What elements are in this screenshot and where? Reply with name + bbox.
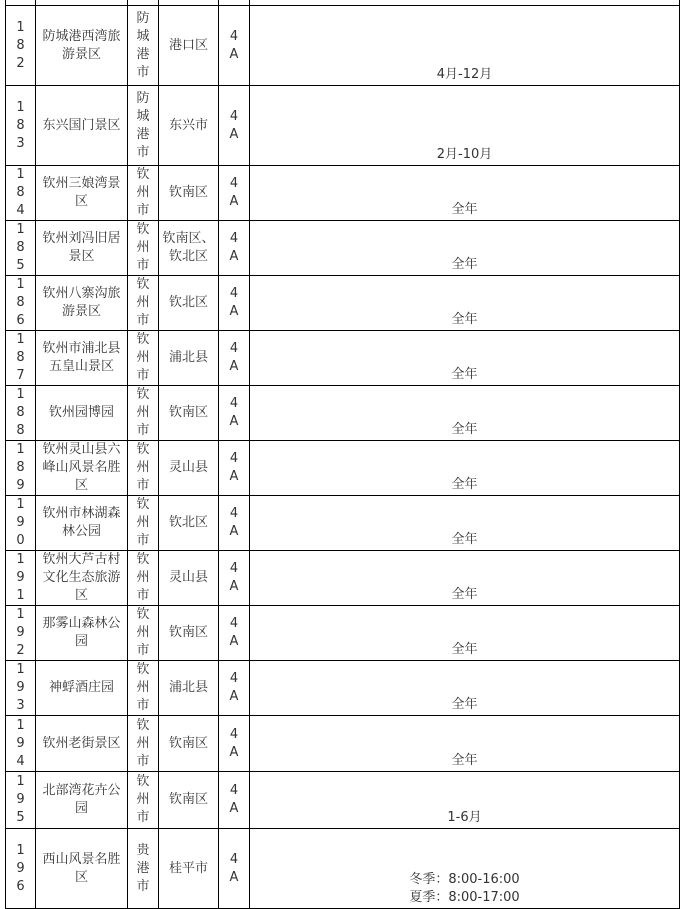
table-row <box>6 86 680 166</box>
open-time-cell <box>250 6 680 86</box>
city-cell <box>128 331 159 386</box>
level-cell-text: 4A <box>229 616 239 649</box>
row-number-cell <box>6 551 36 606</box>
table-row <box>6 606 680 661</box>
table-row <box>6 551 680 606</box>
district-cell-text: 钦南区 <box>168 792 208 807</box>
open-time-text: 全年 <box>451 202 478 217</box>
open-time-text: 全年 <box>451 477 478 492</box>
open-time-text: 冬季：8:00-16:00 <box>409 872 520 887</box>
district-cell <box>159 661 219 716</box>
row-number-cell-text: 196 <box>16 842 25 894</box>
city-cell-text: 钦州市 <box>136 442 150 493</box>
row-number-cell <box>6 441 36 496</box>
district-cell <box>159 496 219 551</box>
open-time-text: 2月-10月 <box>436 147 493 162</box>
scenic-name-cell <box>36 496 128 551</box>
row-number-cell <box>6 772 36 829</box>
row-number-cell <box>6 276 36 331</box>
table-row <box>6 829 680 909</box>
city-cell-text: 钦州市 <box>136 717 150 769</box>
table-body <box>6 0 680 909</box>
district-cell <box>159 716 219 772</box>
open-time-cell <box>250 661 680 716</box>
table-row <box>6 331 680 386</box>
open-time-text: 全年 <box>451 367 478 382</box>
city-cell-text: 钦州市 <box>136 774 150 825</box>
row-number-cell-text: 184 <box>16 167 25 218</box>
open-time-text: 全年 <box>451 257 478 272</box>
district-cell <box>159 6 219 86</box>
table-row <box>6 386 680 441</box>
row-number-cell <box>6 716 36 772</box>
scenic-name-cell <box>36 166 128 221</box>
row-number-cell <box>6 829 36 909</box>
open-time-cell <box>250 221 680 276</box>
level-cell <box>219 606 250 661</box>
scenic-name-cell-text: 防城港西湾旅游景区 <box>42 28 121 62</box>
table-row <box>6 441 680 496</box>
city-cell <box>128 86 159 166</box>
scenic-name-cell-text: 钦州八寨沟旅游景区 <box>42 286 121 319</box>
row-number-cell <box>6 496 36 551</box>
district-cell-text: 钦北区 <box>168 515 208 530</box>
city-cell-text: 钦州市 <box>136 497 150 548</box>
scenic-name-cell-text: 钦州大芦古村文化生态旅游区 <box>42 552 121 603</box>
city-cell-text: 防城港市 <box>136 10 150 80</box>
open-time-cell <box>250 551 680 606</box>
district-cell <box>159 331 219 386</box>
scenic-name-cell-text: 钦州市浦北县五皇山景区 <box>42 341 121 374</box>
row-number-cell-text: 183 <box>16 99 25 151</box>
open-time-cell <box>250 441 680 496</box>
open-time-cell <box>250 331 680 386</box>
scenic-name-cell-text: 钦州三娘湾景区 <box>42 176 121 209</box>
district-cell-text: 钦北区 <box>168 295 208 310</box>
level-cell-text: 4A <box>229 851 239 885</box>
row-number-cell-text: 186 <box>16 277 25 328</box>
level-cell <box>219 276 250 331</box>
open-time-text: 全年 <box>451 422 478 437</box>
scenic-name-cell <box>36 829 128 909</box>
scenic-name-cell <box>36 6 128 86</box>
open-time-cell <box>250 386 680 441</box>
row-number-cell-text: 182 <box>16 19 25 71</box>
table-row <box>6 661 680 716</box>
level-cell <box>219 331 250 386</box>
row-number-cell-text: 190 <box>16 497 25 548</box>
district-cell-text: 钦南区 <box>168 735 208 751</box>
level-cell-text: 4A <box>229 671 239 704</box>
scenic-name-cell <box>36 221 128 276</box>
row-number-cell <box>6 331 36 386</box>
city-cell-text: 钦州市 <box>136 222 150 273</box>
open-time-text: 全年 <box>451 532 478 547</box>
row-number-cell-text: 188 <box>16 387 25 438</box>
city-cell <box>128 386 159 441</box>
open-time-cell <box>250 86 680 166</box>
city-cell-text: 贵港市 <box>136 842 150 894</box>
scenic-spots-table <box>5 0 680 909</box>
row-number-cell <box>6 166 36 221</box>
row-number-cell <box>6 6 36 86</box>
city-cell <box>128 221 159 276</box>
scenic-name-cell-text: 钦州老街景区 <box>42 735 121 751</box>
level-cell-text: 4A <box>229 783 239 816</box>
scenic-name-cell-text: 钦州刘冯旧居景区 <box>42 231 121 264</box>
level-cell <box>219 829 250 909</box>
district-cell <box>159 166 219 221</box>
district-cell-text: 钦南区 <box>168 185 208 200</box>
row-number-cell-text: 191 <box>16 552 25 603</box>
level-cell <box>219 496 250 551</box>
open-time-cell <box>250 276 680 331</box>
district-cell-text: 钦南区 <box>168 405 208 420</box>
scenic-name-cell <box>36 386 128 441</box>
scenic-name-cell <box>36 772 128 829</box>
district-cell <box>159 551 219 606</box>
level-cell-text: 4A <box>229 231 239 264</box>
level-cell-text: 4A <box>229 561 239 594</box>
scenic-name-cell-text: 钦州园博园 <box>48 405 114 420</box>
district-cell-text: 东兴市 <box>168 117 208 133</box>
level-cell <box>219 221 250 276</box>
level-cell <box>219 166 250 221</box>
scenic-name-cell <box>36 551 128 606</box>
level-cell-text: 4A <box>229 341 239 374</box>
level-cell-text: 4A <box>229 176 239 209</box>
city-cell <box>128 6 159 86</box>
district-cell <box>159 441 219 496</box>
city-cell-text: 钦州市 <box>136 332 150 383</box>
city-cell <box>128 276 159 331</box>
district-cell <box>159 386 219 441</box>
open-time-text: 全年 <box>451 753 478 768</box>
scenic-name-cell-text: 钦州灵山县六峰山风景名胜区 <box>42 442 121 493</box>
city-cell <box>128 829 159 909</box>
level-cell <box>219 386 250 441</box>
row-number-cell-text: 192 <box>16 607 25 658</box>
scenic-name-cell <box>36 276 128 331</box>
district-cell-text: 灵山县 <box>168 570 208 585</box>
row-number-cell-text: 195 <box>16 774 25 825</box>
open-time-text: 全年 <box>451 697 478 712</box>
table-row <box>6 716 680 772</box>
city-cell <box>128 551 159 606</box>
open-time-cell <box>250 606 680 661</box>
open-time-text: 全年 <box>451 312 478 327</box>
open-time-text: 4月-12月 <box>436 67 493 82</box>
open-time-cell <box>250 829 680 909</box>
scenic-name-cell <box>36 86 128 166</box>
city-cell <box>128 166 159 221</box>
table-row <box>6 496 680 551</box>
level-cell <box>219 6 250 86</box>
open-time-text: 夏季：8:00-17:00 <box>409 890 520 905</box>
city-cell <box>128 772 159 829</box>
open-time-cell <box>250 772 680 829</box>
open-time-cell <box>250 166 680 221</box>
district-cell-text: 钦南区 <box>168 625 208 640</box>
district-cell <box>159 221 219 276</box>
scenic-name-cell-text: 钦州市林湖森林公园 <box>42 506 121 539</box>
district-cell-text: 浦北县 <box>168 680 208 695</box>
level-cell-text: 4A <box>229 28 239 62</box>
city-cell <box>128 441 159 496</box>
table-row <box>6 6 680 86</box>
level-cell <box>219 772 250 829</box>
open-time-cell <box>250 716 680 772</box>
district-cell <box>159 606 219 661</box>
district-cell-text: 灵山县 <box>168 460 208 475</box>
district-cell <box>159 86 219 166</box>
city-cell <box>128 496 159 551</box>
scenic-name-cell-text: 神蜉酒庄园 <box>48 680 114 695</box>
scenic-name-cell <box>36 441 128 496</box>
level-cell-text: 4A <box>229 396 239 429</box>
city-cell-text: 钦州市 <box>136 662 150 713</box>
district-cell-text: 钦南区、钦北区 <box>162 231 215 264</box>
city-cell <box>128 661 159 716</box>
row-number-cell <box>6 386 36 441</box>
district-cell-text: 桂平市 <box>168 860 208 876</box>
open-time-cell <box>250 496 680 551</box>
level-cell <box>219 551 250 606</box>
level-cell-text: 4A <box>229 286 239 319</box>
district-cell <box>159 829 219 909</box>
district-cell <box>159 772 219 829</box>
row-number-cell-text: 194 <box>16 717 25 769</box>
row-number-cell-text: 185 <box>16 222 25 273</box>
level-cell-text: 4A <box>229 108 239 142</box>
open-time-text: 全年 <box>451 587 478 602</box>
level-cell <box>219 441 250 496</box>
open-time-text: 1-6月 <box>447 810 482 825</box>
scenic-name-cell-text: 东兴国门景区 <box>42 117 121 133</box>
level-cell-text: 4A <box>229 451 239 484</box>
city-cell-text: 防城港市 <box>136 90 150 160</box>
open-time-text: 全年 <box>451 642 478 657</box>
scenic-name-cell-text: 那雾山森林公园 <box>42 616 121 649</box>
city-cell-text: 钦州市 <box>136 167 150 218</box>
scenic-name-cell <box>36 661 128 716</box>
table-row <box>6 276 680 331</box>
scenic-name-cell-text: 西山风景名胜区 <box>42 851 121 885</box>
district-cell <box>159 276 219 331</box>
row-number-cell <box>6 221 36 276</box>
level-cell-text: 4A <box>229 726 239 760</box>
row-number-cell-text: 189 <box>16 442 25 493</box>
district-cell-text: 港口区 <box>168 37 208 53</box>
table-row <box>6 772 680 829</box>
city-cell-text: 钦州市 <box>136 607 150 658</box>
level-cell <box>219 661 250 716</box>
row-number-cell <box>6 86 36 166</box>
level-cell <box>219 716 250 772</box>
city-cell-text: 钦州市 <box>136 552 150 603</box>
scenic-name-cell <box>36 331 128 386</box>
scenic-name-cell-text: 北部湾花卉公园 <box>42 783 121 816</box>
level-cell <box>219 86 250 166</box>
table-row <box>6 166 680 221</box>
district-cell-text: 浦北县 <box>168 350 208 365</box>
city-cell <box>128 716 159 772</box>
scenic-name-cell <box>36 606 128 661</box>
row-number-cell-text: 187 <box>16 332 25 383</box>
row-number-cell <box>6 606 36 661</box>
city-cell-text: 钦州市 <box>136 387 150 438</box>
row-number-cell <box>6 661 36 716</box>
city-cell-text: 钦州市 <box>136 277 150 328</box>
table-row <box>6 221 680 276</box>
row-number-cell-text: 193 <box>16 662 25 713</box>
city-cell <box>128 606 159 661</box>
scenic-name-cell <box>36 716 128 772</box>
level-cell-text: 4A <box>229 506 239 539</box>
